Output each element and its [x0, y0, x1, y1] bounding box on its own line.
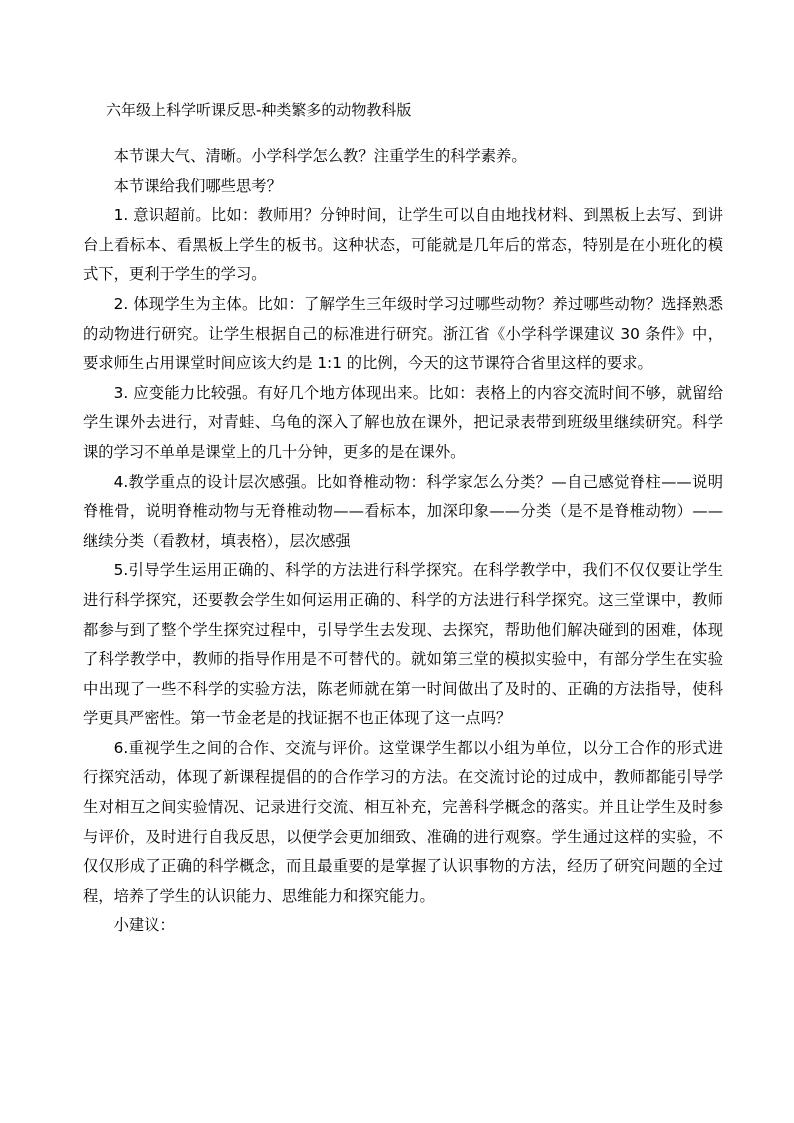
- paragraph-point-6: 6.重视学生之间的合作、交流与评价。这堂课学生都以小组为单位，以分工合作的形式进行探究活动，体现了新课程提倡的的合作学习的方法。在交流讨论的过成中，教师都能引导学生对相互之间实验情况、记录进行交流、相互补充，完善科学概念的落实。并且让学生及时参与评价，及时进行自我反思，以便学会更加细致、准确的进行观察。学生通过这样的实验，不仅仅形成了正确的科学概念，而且最重要的是掌握了认识事物的方法，经历了研究问题的全过程，培养了学生的认识能力、思维能力和探究能力。: [83, 738, 723, 905]
- paragraph-suggestion-heading: 小建议：: [113, 916, 175, 935]
- paragraph-point-1: 1. 意识超前。比如：教师用？分钟时间，让学生可以自由地找材料、到黑板上去写、到讲台上看标本、看黑板上学生的板书。这种状态，可能就是几年后的常态，特别是在小班化的模式下，更利于学生的学习。: [83, 206, 723, 284]
- paragraph-point-3: 3. 应变能力比较强。有好几个地方体现出来。比如：表格上的内容交流时间不够，就留给学生课外去进行，对青蛙、乌龟的深入了解也放在课外，把记录表带到班级里继续研究。科学课的学习不单单是课堂上的几十分钟，更多的是在课外。: [83, 383, 723, 461]
- paragraph-question: 本节课给我们哪些思考？: [113, 176, 282, 195]
- paragraph-point-2: 2. 体现学生为主体。比如：了解学生三年级时学习过哪些动物？养过哪些动物？选择熟悉的动物进行研究。让学生根据自己的标准进行研究。浙江省《小学科学课建议 30 条件》中，要求师生占用课堂时间应该大约是 1:1 的比例，今天的这节课符合省里这样的要求。: [83, 294, 723, 373]
- document-title: 六年级上科学听课反思-种类繁多的动物教科版: [106, 101, 412, 119]
- paragraph-point-5: 5.引导学生运用正确的、科学的方法进行科学探究。在科学教学中，我们不仅仅要让学生进行科学探究，还要教会学生如何运用正确的、科学的方法进行科学探究。这三堂课中，教师都参与到了整个学生探究过程中，引导学生去发现、去探究，帮助他们解决碰到的困难，体现了科学教学中，教师的指导作用是不可替代的。就如第三堂的模拟实验中，有部分学生在实验中出现了一些不科学的实验方法，陈老师就在第一时间做出了及时的、正确的方法指导，使科学更具严密性。第一节金老是的找证据不也正体现了这一点吗？: [83, 561, 723, 728]
- paragraph-summary: 本节课大气、清晰。小学科学怎么教？注重学生的科学素养。: [113, 147, 527, 165]
- paragraph-point-4: 4.教学重点的设计层次感强。比如脊椎动物：科学家怎么分类？—自己感觉脊柱——说明脊椎骨，说明脊椎动物与无脊椎动物——看标本，加深印象——分类（是不是脊椎动物）——继续分类（看教材，填表格），层次感强: [83, 472, 723, 550]
- document-body: [83, 142, 723, 941]
